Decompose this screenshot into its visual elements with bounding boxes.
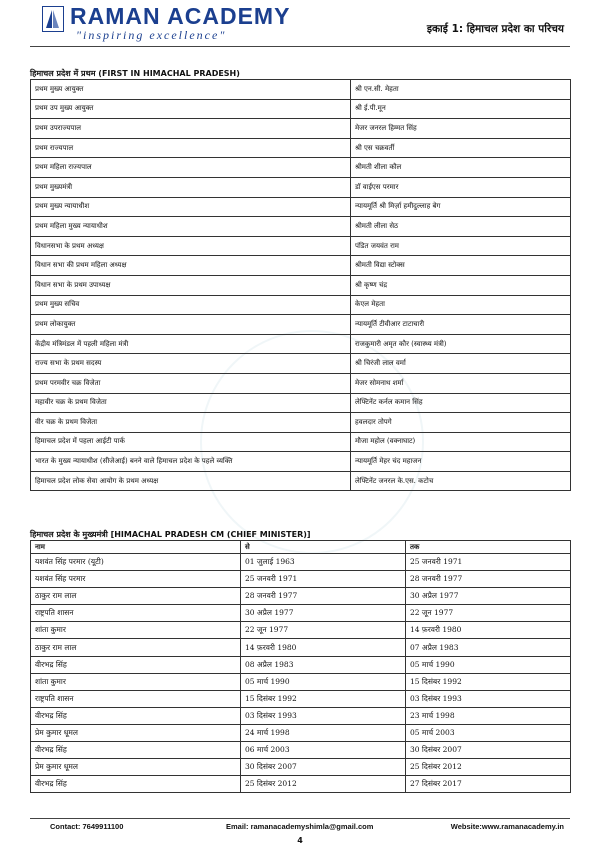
table-row [31, 315, 571, 335]
table-row [31, 80, 571, 100]
table-row [31, 119, 571, 139]
cm-from-cell: 01 जुलाई 1963 [241, 554, 406, 571]
firsts-title-cell: प्रथम महिला राज्यपाल [31, 158, 351, 178]
table-row [31, 256, 571, 276]
table-row [31, 554, 571, 571]
table-row [31, 138, 571, 158]
table-row [31, 742, 571, 759]
firsts-title-cell: प्रथम मुख्य आयुक्त [31, 80, 351, 100]
cm-to-cell: 27 दिसंबर 2017 [406, 776, 571, 793]
column-header-from: से [241, 541, 406, 554]
cm-from-cell: 08 अप्रैल 1983 [241, 656, 406, 673]
table-row [31, 707, 571, 724]
firsts-title-cell: प्रथम मुख्य न्यायाधीश [31, 197, 351, 217]
firsts-title-cell: भारत के मुख्य न्यायाधीश (सीजेआई) बनने वाले हिमाचल प्रदेश के पहले व्यक्ति [31, 452, 351, 472]
firsts-person-cell: न्यायमूर्ति मेहर चंद महाजन [351, 452, 571, 472]
firsts-title-cell: प्रथम उपराज्यपाल [31, 119, 351, 139]
header-divider [30, 46, 570, 47]
table-row [31, 471, 571, 491]
table-row [31, 452, 571, 472]
table-row [31, 413, 571, 433]
firsts-title-cell: हिमाचल प्रदेश लोक सेवा आयोग के प्रथम अध्यक्ष [31, 471, 351, 491]
firsts-title-cell: विधानसभा के प्रथम अध्यक्ष [31, 236, 351, 256]
firsts-title-cell: प्रथम मुख्य सचिव [31, 295, 351, 315]
cm-name-cell: राष्ट्रपति शासन [31, 605, 241, 622]
cm-to-cell: 25 दिसंबर 2012 [406, 759, 571, 776]
firsts-person-cell: न्यायमूर्ति श्री मिर्ज़ा हमीदुल्लाह बेग [351, 197, 571, 217]
column-header-to: तक [406, 541, 571, 554]
cm-name-cell: शांता कुमार [31, 622, 241, 639]
table-row [31, 724, 571, 741]
cm-name-cell: प्रेम कुमार धूमल [31, 724, 241, 741]
cm-from-cell: 24 मार्च 1998 [241, 724, 406, 741]
footer-email: Email: ramanacademyshimla@gmail.com [226, 822, 374, 831]
table-row [31, 690, 571, 707]
cm-from-cell: 03 दिसंबर 1993 [241, 707, 406, 724]
cm-to-cell: 14 फ़रवरी 1980 [406, 622, 571, 639]
table-row [31, 622, 571, 639]
footer-divider [30, 818, 570, 819]
table-row [31, 217, 571, 237]
firsts-person-cell: श्री चिरंजी लाल वर्मा [351, 354, 571, 374]
cm-from-cell: 22 जून 1977 [241, 622, 406, 639]
firsts-person-cell: न्यायमूर्ति टीवीआर टाटाचारी [351, 315, 571, 335]
cm-from-cell: 28 जनवरी 1977 [241, 588, 406, 605]
cm-from-cell: 30 दिसंबर 2007 [241, 759, 406, 776]
table-row [31, 295, 571, 315]
cm-to-cell: 23 मार्च 1998 [406, 707, 571, 724]
firsts-person-cell: पंडित जयवंत राम [351, 236, 571, 256]
firsts-person-cell: श्री ई.पी.मून [351, 99, 571, 119]
cm-name-cell: ठाकुर राम लाल [31, 639, 241, 656]
firsts-title-cell: प्रथम उप मुख्य आयुक्त [31, 99, 351, 119]
cm-from-cell: 05 मार्च 1990 [241, 673, 406, 690]
cm-to-cell: 03 दिसंबर 1993 [406, 690, 571, 707]
firsts-person-cell: मेजर जनरल हिम्मत सिंह [351, 119, 571, 139]
firsts-title-cell: केंद्रीय मंत्रिमंडल में पहली महिला मंत्री [31, 334, 351, 354]
table-row [31, 158, 571, 178]
cm-from-cell: 15 दिसंबर 1992 [241, 690, 406, 707]
table-row [31, 236, 571, 256]
cm-to-cell: 30 अप्रैल 1977 [406, 588, 571, 605]
firsts-person-cell: श्रीमती विद्या स्टोक्स [351, 256, 571, 276]
table-row [31, 656, 571, 673]
cm-name-cell: वीरभद्र सिंह [31, 707, 241, 724]
table-row [31, 334, 571, 354]
cm-to-cell: 22 जून 1977 [406, 605, 571, 622]
cm-from-cell: 14 फ़रवरी 1980 [241, 639, 406, 656]
firsts-person-cell: डॉ वाईएस परमार [351, 177, 571, 197]
table-row [31, 776, 571, 793]
cm-to-cell: 30 दिसंबर 2007 [406, 742, 571, 759]
table-row [31, 177, 571, 197]
cm-from-cell: 30 अप्रैल 1977 [241, 605, 406, 622]
cm-to-cell: 15 दिसंबर 1992 [406, 673, 571, 690]
firsts-table [30, 79, 571, 491]
cm-table-caption: हिमाचल प्रदेश के मुख्यमंत्री [HIMACHAL PRADESH CM (CHIEF MINISTER)] [30, 530, 311, 539]
cm-name-cell: वीरभद्र सिंह [31, 776, 241, 793]
cm-from-cell: 25 जनवरी 1971 [241, 571, 406, 588]
firsts-person-cell: श्री एन.सी. मेहता [351, 80, 571, 100]
brand-tagline: "inspiring excellence" [76, 28, 227, 42]
cm-from-cell: 25 दिसंबर 2012 [241, 776, 406, 793]
cm-table-header-row [31, 541, 571, 554]
cm-to-cell: 25 जनवरी 1971 [406, 554, 571, 571]
footer-contact: Contact: 7649911100 [50, 822, 124, 831]
table-row [31, 571, 571, 588]
column-header-name: नाम [31, 541, 241, 554]
page-number: 4 [297, 836, 303, 845]
table-row [31, 197, 571, 217]
table-row [31, 432, 571, 452]
table-row [31, 605, 571, 622]
firsts-person-cell: लेफ्टिनेंट कर्नल कमान सिंह [351, 393, 571, 413]
brand-name: RAMAN ACADEMY [70, 3, 291, 29]
firsts-person-cell: मेजर सोमनाथ शर्मा [351, 373, 571, 393]
firsts-person-cell: हवलदार तोपगे [351, 413, 571, 433]
cm-name-cell: यशवंत सिंह परमार (यूटी) [31, 554, 241, 571]
cm-from-cell: 06 मार्च 2003 [241, 742, 406, 759]
firsts-title-cell: प्रथम मुख्यमंत्री [31, 177, 351, 197]
firsts-title-cell: राज्य सभा के प्रथम सदस्य [31, 354, 351, 374]
table-row [31, 639, 571, 656]
firsts-title-cell: महावीर चक्र के प्रथम विजेता [31, 393, 351, 413]
firsts-person-cell: लेफ्टिनेंट जनरल के.एस. कटोच [351, 471, 571, 491]
firsts-title-cell: वीर चक्र के प्रथम विजेता [31, 413, 351, 433]
firsts-person-cell: केएल मेहता [351, 295, 571, 315]
academy-logo-icon [42, 6, 64, 32]
table-row [31, 759, 571, 776]
firsts-person-cell: श्री कृष्ण चंद्र [351, 275, 571, 295]
cm-name-cell: शांता कुमार [31, 673, 241, 690]
cm-table [30, 540, 571, 793]
table-row [31, 373, 571, 393]
cm-to-cell: 05 मार्च 1990 [406, 656, 571, 673]
firsts-person-cell: राजकुमारी अमृत कौर (स्वास्थ्य मंत्री) [351, 334, 571, 354]
cm-to-cell: 07 अप्रैल 1983 [406, 639, 571, 656]
cm-to-cell: 28 जनवरी 1977 [406, 571, 571, 588]
table-row [31, 99, 571, 119]
cm-to-cell: 05 मार्च 2003 [406, 724, 571, 741]
firsts-person-cell: श्री एस चक्रवर्ती [351, 138, 571, 158]
table-row [31, 588, 571, 605]
firsts-title-cell: प्रथम परमवीर चक्र विजेता [31, 373, 351, 393]
cm-name-cell: प्रेम कुमार धूमल [31, 759, 241, 776]
firsts-title-cell: हिमाचल प्रदेश में पहला आईटी पार्क [31, 432, 351, 452]
unit-title: इकाई 1: हिमाचल प्रदेश का परिचय [426, 23, 564, 35]
cm-name-cell: वीरभद्र सिंह [31, 742, 241, 759]
table-row [31, 673, 571, 690]
firsts-table-caption: हिमाचल प्रदेश में प्रथम (FIRST IN HIMACHAL PRADESH) [30, 69, 240, 78]
table-row [31, 393, 571, 413]
table-row [31, 275, 571, 295]
firsts-title-cell: विधान सभा की प्रथम महिला अध्यक्ष [31, 256, 351, 276]
firsts-title-cell: प्रथम महिला मुख्य न्यायाधीश [31, 217, 351, 237]
cm-name-cell: ठाकुर राम लाल [31, 588, 241, 605]
footer-website: Website:www.ramanacademy.in [450, 822, 564, 831]
firsts-title-cell: प्रथम लोकायुक्त [31, 315, 351, 335]
firsts-person-cell: श्रीमती शीला कौल [351, 158, 571, 178]
firsts-person-cell: मौजा महोल (वक्नाघाट) [351, 432, 571, 452]
firsts-title-cell: विधान सभा के प्रथम उपाध्यक्ष [31, 275, 351, 295]
firsts-title-cell: प्रथम राज्यपाल [31, 138, 351, 158]
cm-name-cell: वीरभद्र सिंह [31, 656, 241, 673]
cm-name-cell: राष्ट्रपति शासन [31, 690, 241, 707]
cm-name-cell: यशवंत सिंह परमार [31, 571, 241, 588]
firsts-person-cell: श्रीमती लीला सेठ [351, 217, 571, 237]
table-row [31, 354, 571, 374]
page-header [0, 0, 600, 46]
